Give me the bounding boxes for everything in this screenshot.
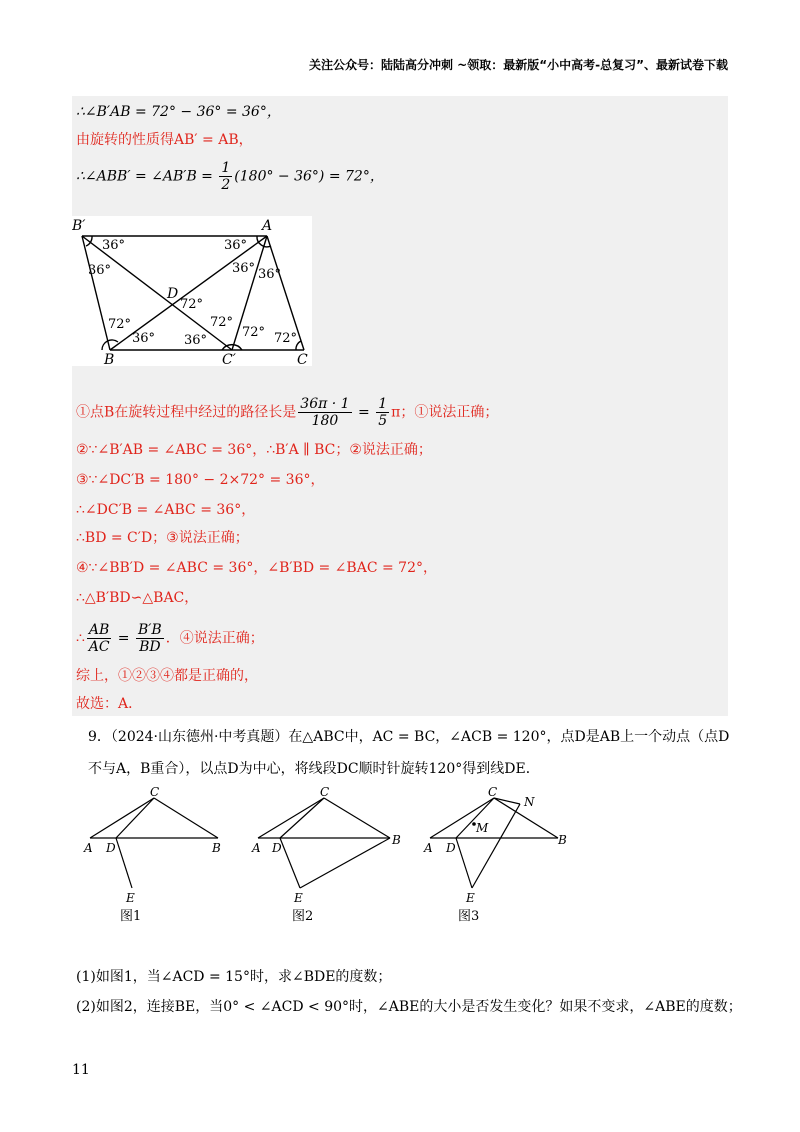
fig1-caption: 图1	[120, 909, 142, 924]
solution-line-10: ∴△B′BD∽△BAC，	[76, 590, 199, 606]
fig1-C: C	[150, 786, 160, 799]
fig1-A: A	[84, 841, 93, 855]
fraction-den: 2	[221, 177, 231, 193]
angle-label: 36°	[258, 267, 282, 282]
solution-line-13: 故选：A．	[76, 696, 143, 712]
fig1-E: E	[126, 891, 135, 905]
fraction-num: 1	[378, 396, 388, 412]
fig2-A: A	[252, 841, 261, 855]
fig3-M: M	[476, 821, 489, 835]
fig3-caption: 图3	[458, 909, 480, 924]
fig1-B: B	[212, 841, 221, 855]
point-D: D	[167, 286, 179, 302]
fig3-C: C	[488, 786, 498, 799]
angle-label: 72°	[108, 317, 132, 332]
fig3-B: B	[558, 833, 567, 847]
solution-line-2: 由旋转的性质得AB′ = AB，	[76, 132, 253, 148]
angle-label: 36°	[224, 238, 248, 253]
angle-label: 36°	[88, 263, 112, 278]
point-A: A	[262, 218, 273, 234]
fraction-num: 36π · 1	[300, 396, 350, 412]
fraction-den: AC	[88, 639, 110, 655]
angle-label: 72°	[274, 331, 298, 346]
fraction-num: 1	[221, 160, 231, 176]
fig2-C: C	[320, 786, 330, 799]
equals: =	[113, 630, 134, 647]
question-1: (1)如图1，当∠ACD = 15°时，求∠BDE的度数；	[76, 969, 392, 985]
fig3-E: E	[466, 891, 475, 905]
angle-label: 36°	[102, 238, 126, 253]
solution-line-1: ∴∠B′AB = 72° − 36° = 36°，	[76, 104, 281, 120]
fraction-arc	[298, 396, 351, 429]
solution-line-4	[76, 396, 498, 429]
solution-line-8: ∴BD = C′D；③说法正确；	[76, 530, 249, 546]
problem-statement-1: 9．（2024·山东德州·中考真题）在△ABC中，AC = BC，∠ACB = 120°，点D是AB上一个动点（点D	[88, 729, 730, 745]
fig1-D: D	[106, 841, 116, 855]
solution-line-7: ∴∠DC′B = ∠ABC = 36°，	[76, 502, 256, 518]
angle-label: 72°	[210, 315, 234, 330]
point-Bp: B′	[72, 218, 86, 234]
solution-line-11-post: ．④说法正确；	[165, 630, 264, 647]
fraction-half	[219, 160, 232, 193]
therefore: ∴	[76, 630, 85, 647]
fraction-den: BD	[139, 639, 161, 655]
page-header: 关注公众号：陆陆高分冲刺 ~领取：最新版“小中高考-总复习”、最新试卷下载	[309, 58, 728, 72]
angle-label: 36°	[184, 333, 208, 348]
fraction-den: 5	[378, 413, 388, 429]
fraction-fifth	[376, 396, 389, 429]
solution-line-3-post: (180° − 36°) = 72°，	[234, 168, 384, 185]
page-number: 11	[72, 1062, 90, 1078]
solution-line-3	[76, 160, 384, 193]
fraction-bb-bd	[136, 622, 164, 655]
fraction-ab-ac	[87, 622, 111, 655]
fig2-D: D	[272, 841, 282, 855]
fig3-D: D	[446, 841, 456, 855]
fig3-N: N	[524, 795, 535, 809]
point-B: B	[104, 352, 115, 366]
fraction-num: AB	[88, 622, 110, 638]
point-Cp: C′	[222, 352, 236, 366]
solution-line-9: ④∵∠BB′D = ∠ABC = 36°，∠B′BD = ∠BAC = 72°，	[76, 560, 437, 576]
point-C: C	[297, 352, 308, 366]
angle-label: 72°	[180, 297, 204, 312]
solution-line-4-post: π；①说法正确；	[391, 404, 499, 421]
solution-line-11	[76, 622, 264, 655]
equals: =	[353, 404, 375, 421]
fraction-den: 180	[311, 413, 339, 429]
fig2-caption: 图2	[292, 909, 314, 924]
solution-line-6: ③∵∠DC′B = 180° − 2×72° = 36°，	[76, 472, 325, 488]
fraction-num: B′B	[137, 622, 162, 638]
angle-label: 36°	[232, 261, 256, 276]
fig2-B: B	[392, 833, 401, 847]
question-2: (2)如图2，连接BE，当0° < ∠ACD < 90°时，∠ABE的大小是否发生变化？如果不变求，∠ABE的度数；	[76, 999, 742, 1015]
solution-line-4-pre: ①点B在旋转过程中经过的路径长是	[76, 404, 297, 421]
solution-line-5: ②∵∠B′AB = ∠ABC = 36°，∴B′A ∥ BC；②说法正确；	[76, 442, 432, 458]
fig2-E: E	[294, 891, 303, 905]
solution-line-3-pre: ∴∠ABB′ = ∠AB′B =	[76, 168, 218, 185]
problem-figures	[80, 786, 580, 926]
problem-statement-2: 不与A，B重合），以点D为中心，将线段DC顺时针旋转120°得到线DE．	[88, 761, 540, 777]
angle-label: 36°	[132, 331, 156, 346]
solution-line-12: 综上，①②③④都是正确的，	[76, 668, 258, 684]
angle-label: 72°	[242, 325, 266, 340]
fig3-A: A	[424, 841, 433, 855]
rotation-diagram	[72, 216, 312, 366]
